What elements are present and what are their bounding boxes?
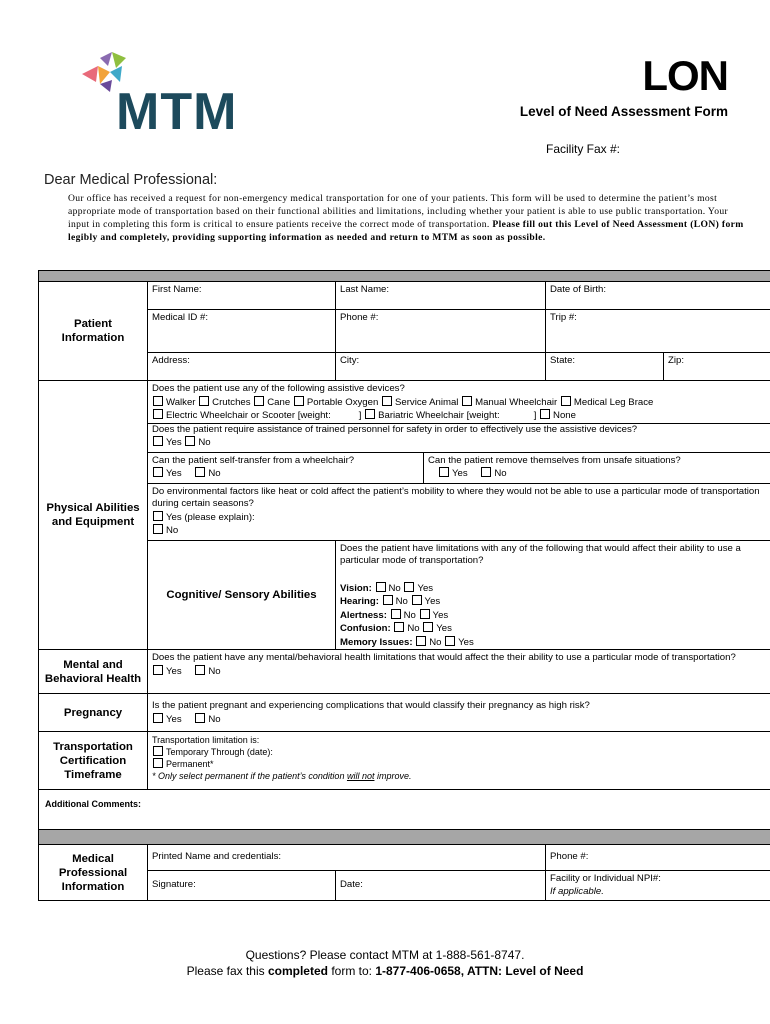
hearing-yes-checkbox[interactable] bbox=[412, 595, 422, 605]
section-medical-professional: Medical Professional Information bbox=[39, 845, 148, 901]
zip-field[interactable]: Zip: bbox=[664, 353, 770, 381]
confusion-label: Confusion bbox=[340, 623, 388, 634]
walker-label: Walker bbox=[166, 396, 196, 408]
facility-fax-label: Facility Fax #: bbox=[546, 142, 621, 156]
mental-yes-label: Yes bbox=[166, 665, 182, 677]
note-post: improve. bbox=[374, 771, 412, 781]
form-title: Level of Need Assessment Form bbox=[519, 104, 728, 119]
manual-wheelchair-label: Manual Wheelchair bbox=[475, 396, 558, 408]
permanent-label: Permanent* bbox=[166, 759, 214, 769]
greeting: Dear Medical Professional: bbox=[44, 172, 218, 188]
note-will-not: will not bbox=[346, 771, 375, 781]
self-transfer-yes-label: Yes bbox=[166, 468, 182, 479]
mental-no-checkbox[interactable] bbox=[195, 665, 205, 675]
q-self-transfer: Can the patient self-transfer from a wheelchair? bbox=[152, 454, 355, 466]
leg-brace-label: Medical Leg Brace bbox=[573, 396, 654, 408]
service-animal-checkbox[interactable] bbox=[382, 396, 392, 406]
portable-oxygen-label: Portable Oxygen bbox=[306, 396, 379, 408]
pregnancy-yes-label: Yes bbox=[166, 713, 182, 725]
vision-yes-checkbox[interactable] bbox=[404, 582, 414, 592]
remove-unsafe-cell bbox=[424, 452, 770, 483]
assist-yes-checkbox[interactable] bbox=[153, 436, 163, 446]
manual-wheelchair-checkbox[interactable] bbox=[462, 396, 472, 406]
env-yes-label: Yes (please explain): bbox=[166, 511, 255, 523]
grey-bar bbox=[39, 271, 770, 282]
trip-field[interactable]: Trip #: bbox=[546, 310, 770, 353]
self-transfer-cell bbox=[148, 452, 424, 483]
footer-fax-mid: form to: bbox=[327, 964, 376, 978]
memory-row: Memory Issues: No Yes bbox=[340, 636, 474, 648]
cognitive-cell bbox=[336, 540, 770, 650]
leg-brace-checkbox[interactable] bbox=[561, 396, 571, 406]
devices-row bbox=[152, 396, 770, 410]
remove-no-label: No bbox=[494, 468, 507, 479]
city-field[interactable]: City: bbox=[336, 353, 546, 381]
memory-label: Memory Issues bbox=[340, 636, 410, 648]
form-code: LON bbox=[642, 52, 728, 99]
section-transportation-certification: Transportation Certification Timeframe bbox=[39, 732, 148, 790]
vision-yes-label: Yes bbox=[417, 582, 434, 594]
confusion-row: Confusion: No Yes bbox=[340, 623, 452, 634]
hearing-row: Hearing: No Yes bbox=[340, 596, 441, 607]
alertness-label: Alertness bbox=[340, 609, 384, 621]
q-pregnancy: Is the patient pregnant and experiencing complications that would classify their pregnancy as high risk? bbox=[152, 700, 590, 711]
section-pregnancy: Pregnancy bbox=[39, 694, 148, 732]
memory-yes-label: Yes bbox=[458, 636, 474, 648]
alertness-yes-checkbox[interactable] bbox=[420, 609, 430, 619]
temporary-checkbox[interactable] bbox=[153, 746, 163, 756]
pregnancy-cell bbox=[148, 694, 770, 732]
intro-body: Our office has received a request for non-emergency medical transportation for one of your patients. This form will be used to determine the patient’s most appropriate mode of transportation based on their functional abilities and limitations, including whether your patient is able to use public transportation. Your input in completing this form is critical to ensure patients receive the correct mode of transportation. bbox=[68, 193, 729, 230]
service-animal-label: Service Animal bbox=[394, 396, 459, 408]
footer-fax bbox=[0, 964, 770, 978]
section-patient-information: Patient Information bbox=[39, 282, 148, 381]
address-field[interactable]: Address: bbox=[148, 353, 336, 381]
footer-contact: Questions? Please contact MTM at 1-888-561-8747. bbox=[245, 948, 525, 962]
wheelchair-row bbox=[152, 409, 770, 423]
q-mental: Does the patient have any mental/behavioral health limitations that would affect the their ability to use a particular mode of transportation? bbox=[152, 652, 736, 663]
q-cognitive: Does the patient have limitations with any of the following that would affect their ability to use a particular mode of transportation? bbox=[340, 542, 741, 566]
temporary-row bbox=[152, 746, 770, 758]
last-name-field[interactable]: Last Name: bbox=[336, 282, 546, 310]
permanent-checkbox[interactable] bbox=[153, 758, 163, 768]
self-transfer-options bbox=[152, 467, 419, 481]
env-no-label: No bbox=[166, 525, 179, 536]
phone-field[interactable]: Phone #: bbox=[336, 310, 546, 353]
alertness-no-label: No bbox=[403, 609, 416, 621]
footer-fax-number: 1-877-406-0658, ATTN: Level of Need bbox=[375, 964, 584, 978]
q-remove-unsafe: Can the patient remove themselves from unsafe situations? bbox=[428, 454, 681, 466]
section-mental-behavioral: Mental and Behavioral Health bbox=[39, 650, 148, 694]
dob-field[interactable]: Date of Birth: bbox=[546, 282, 770, 310]
certification-cell bbox=[148, 732, 770, 790]
pregnancy-yes-checkbox[interactable] bbox=[153, 713, 163, 723]
permanent-note bbox=[152, 770, 770, 782]
intro-body-bold: Please fill out this Level of Need Assessment (LON) form legibly and completely, providing supporting information as needed and return to MTM as soon as possible. bbox=[68, 219, 744, 243]
q-environmental: Do environmental factors like heat or cold affect the patient’s mobility to where they would not be able to use a particular mode of transportation during certain seasons? bbox=[152, 485, 760, 509]
vision-label: Vision bbox=[340, 582, 369, 594]
hearing-no-checkbox[interactable] bbox=[383, 595, 393, 605]
walker-checkbox[interactable] bbox=[153, 396, 163, 406]
additional-comments-label: Additional Comments: bbox=[45, 799, 141, 809]
mtm-logo-text: MTM bbox=[116, 83, 238, 141]
date-field[interactable]: Date: bbox=[336, 871, 546, 901]
confusion-no-checkbox[interactable] bbox=[394, 622, 404, 632]
env-yes-row bbox=[152, 511, 770, 525]
professional-phone-field[interactable]: Phone #: bbox=[546, 845, 770, 871]
electric-wheelchair-bracket: ] bbox=[358, 410, 362, 421]
grey-bar-2 bbox=[39, 830, 770, 845]
permanent-row bbox=[152, 758, 770, 770]
bariatric-wheelchair-checkbox[interactable] bbox=[365, 409, 375, 419]
section-cognitive-sensory: Cognitive/ Sensory Abilities bbox=[148, 540, 336, 650]
bariatric-wheelchair-label: Bariatric Wheelchair [weight: bbox=[378, 410, 500, 421]
state-field[interactable]: State: bbox=[546, 353, 664, 381]
assist-no-checkbox[interactable] bbox=[185, 436, 195, 446]
mtm-logo bbox=[82, 52, 292, 142]
q-assistance: Does the patient require assistance of trained personnel for safety in order to effectively use the assistive devices? bbox=[148, 423, 770, 437]
pregnancy-no-label: No bbox=[208, 713, 221, 725]
remove-yes-checkbox[interactable] bbox=[439, 467, 449, 477]
none-label: None bbox=[553, 410, 576, 421]
env-no-checkbox[interactable] bbox=[153, 524, 163, 534]
printed-name-field[interactable]: Printed Name and credentials: bbox=[148, 845, 546, 871]
remove-no-checkbox[interactable] bbox=[481, 467, 491, 477]
npi-field[interactable] bbox=[546, 871, 770, 901]
lon-form-table bbox=[38, 270, 770, 901]
hearing-no-label: No bbox=[395, 596, 408, 607]
vision-row: Vision: No Yes bbox=[340, 582, 434, 594]
memory-no-label: No bbox=[429, 636, 442, 648]
footer-fax-pre: Please fax this bbox=[186, 964, 268, 978]
mental-cell bbox=[148, 650, 770, 694]
pregnancy-no-checkbox[interactable] bbox=[195, 713, 205, 723]
self-transfer-no-label: No bbox=[208, 468, 221, 479]
self-transfer-yes-checkbox[interactable] bbox=[153, 467, 163, 477]
env-yes-checkbox[interactable] bbox=[153, 511, 163, 521]
additional-comments-field[interactable] bbox=[39, 790, 770, 830]
mental-no-label: No bbox=[208, 665, 221, 677]
assistive-devices-cell bbox=[148, 381, 770, 453]
electric-wheelchair-label: Electric Wheelchair or Scooter [weight: bbox=[166, 410, 331, 421]
mental-yes-checkbox[interactable] bbox=[153, 665, 163, 675]
note-pre: * Only select permanent if the patient’s condition bbox=[152, 771, 347, 781]
memory-yes-checkbox[interactable] bbox=[445, 636, 455, 646]
electric-wheelchair-checkbox[interactable] bbox=[153, 409, 163, 419]
section-physical-abilities: Physical Abilities and Equipment bbox=[39, 381, 148, 650]
hearing-label: Hearing bbox=[340, 596, 376, 607]
remove-yes-label: Yes bbox=[452, 468, 468, 479]
first-name-field[interactable]: First Name: bbox=[148, 282, 336, 310]
crutches-checkbox[interactable] bbox=[199, 396, 209, 406]
bariatric-wheelchair-bracket: ] bbox=[533, 410, 537, 421]
vision-no-label: No bbox=[388, 582, 401, 594]
confusion-yes-checkbox[interactable] bbox=[423, 622, 433, 632]
cane-label: Cane bbox=[267, 396, 291, 408]
alertness-row: Alertness: No Yes bbox=[340, 609, 449, 621]
memory-no-checkbox[interactable] bbox=[416, 636, 426, 646]
self-transfer-no-checkbox[interactable] bbox=[195, 467, 205, 477]
temporary-label: Temporary Through (date): bbox=[166, 747, 273, 757]
mental-options bbox=[152, 665, 770, 679]
vision-no-checkbox[interactable] bbox=[376, 582, 386, 592]
npi-label: Facility or Individual NPI#: bbox=[550, 873, 661, 884]
none-checkbox[interactable] bbox=[540, 409, 550, 419]
assistance-options bbox=[152, 436, 770, 450]
medical-id-field[interactable]: Medical ID #: bbox=[148, 310, 336, 353]
footer-fax-completed: completed bbox=[267, 964, 328, 978]
confusion-yes-label: Yes bbox=[436, 623, 452, 634]
limitation-label: Transportation limitation is: bbox=[152, 735, 260, 745]
crutches-label: Crutches bbox=[212, 396, 251, 408]
intro-paragraph bbox=[68, 192, 744, 244]
npi-note: If applicable. bbox=[550, 885, 604, 897]
signature-field[interactable]: Signature: bbox=[148, 871, 336, 901]
alertness-yes-label: Yes bbox=[432, 609, 449, 621]
alertness-no-checkbox[interactable] bbox=[391, 609, 401, 619]
hearing-yes-label: Yes bbox=[424, 596, 441, 607]
pregnancy-options bbox=[152, 713, 770, 727]
q-assistive-devices: Does the patient use any of the following assistive devices? bbox=[152, 383, 405, 394]
environmental-cell bbox=[148, 483, 770, 540]
assist-yes-label: Yes bbox=[166, 437, 182, 448]
portable-oxygen-checkbox[interactable] bbox=[294, 396, 304, 406]
env-no-row bbox=[152, 524, 770, 538]
remove-unsafe-options bbox=[428, 467, 770, 481]
assist-no-label: No bbox=[198, 437, 211, 448]
confusion-no-label: No bbox=[407, 623, 420, 634]
cane-checkbox[interactable] bbox=[254, 396, 264, 406]
